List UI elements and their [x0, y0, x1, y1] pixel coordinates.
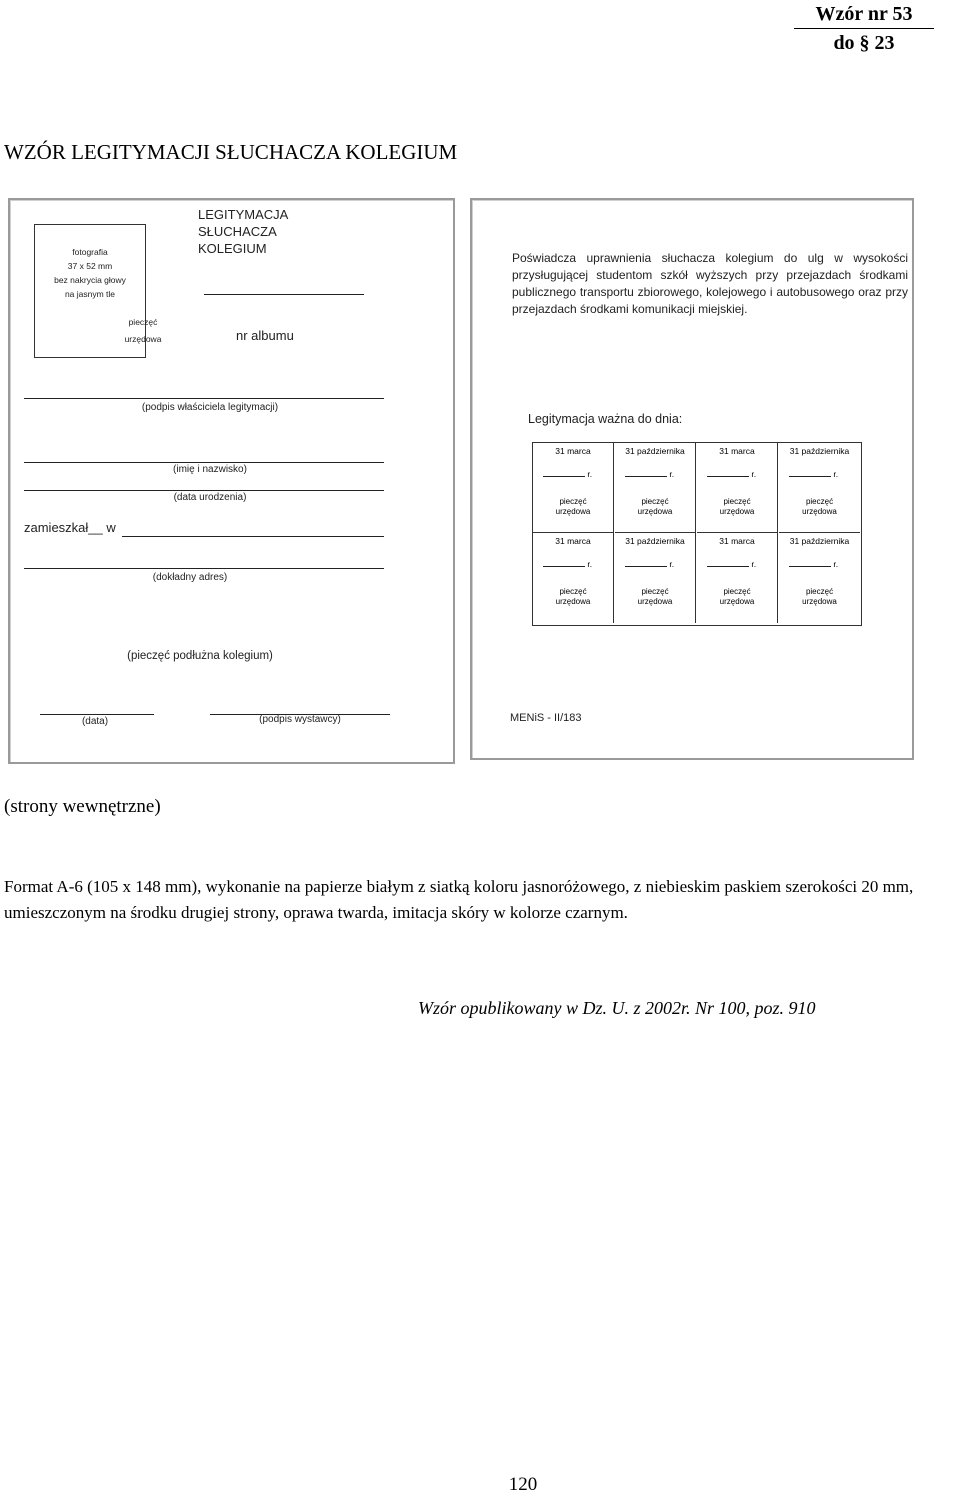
cell-year-suffix: r.: [833, 469, 839, 479]
cell-stamp: pieczęć urzędowa: [637, 587, 673, 606]
form-code: MENiS - II/183: [510, 712, 582, 724]
header-line-1: Wzór nr 53: [794, 0, 934, 29]
validity-cell: [779, 443, 860, 533]
cell-stamp: pieczęć urzędowa: [802, 497, 837, 516]
address-line: [24, 568, 384, 569]
cell-year-row: [543, 469, 605, 479]
official-stamp-label: [108, 314, 178, 348]
cell-stamp: pieczęć urzędowa: [555, 497, 591, 516]
cell-year-row: [789, 559, 852, 569]
residence-label: zamieszkał__ w: [24, 520, 116, 535]
photo-line-2: 37 x 52 mm: [67, 261, 113, 271]
issuer-caption: (podpis wystawcy): [259, 714, 341, 725]
cell-year-row: [707, 469, 769, 479]
card-heading-line-3: KOLEGIUM: [198, 241, 267, 256]
cell-stamp: pieczęć urzędowa: [719, 497, 755, 516]
publication-note: Wzór opublikowany w Dz. U. z 2002r. Nr 100, poz. 910: [418, 998, 816, 1018]
id-right-page: [470, 198, 914, 760]
album-number-label: nr albumu: [236, 328, 294, 343]
cell-year-suffix: r.: [751, 469, 757, 479]
validity-cell: [779, 533, 860, 623]
cell-date: 31 października: [789, 446, 850, 456]
entitlement-statement: Poświadcza uprawnienia słuchacza kolegium do ulg w wysokości przysługującej studentom szkół wyższych przy przejazdach środkami publicznego transportu zbiorowego, kolejowego i autobusowego oraz przy przejazdach środkami komunikacji miejskiej.: [512, 251, 908, 316]
birth-date-line: [24, 490, 384, 491]
cell-year-row: [543, 559, 605, 569]
cell-year-row: [789, 469, 852, 479]
validity-label: Legitymacja ważna do dnia:: [528, 412, 683, 426]
caption-inner-pages: (strony wewnętrzne): [4, 796, 161, 817]
cell-date: 31 października: [625, 536, 685, 546]
page-title: WZÓR LEGITYMACJI SŁUCHACZA KOLEGIUM: [4, 140, 458, 164]
stamp-line-2: urzędowa: [124, 334, 162, 344]
cell-stamp: pieczęć urzędowa: [719, 587, 755, 606]
id-left-page: [8, 198, 455, 764]
validity-cell: [697, 443, 778, 533]
cell-year-row: [625, 559, 687, 569]
name-caption: (imię i nazwisko): [173, 464, 247, 475]
card-heading-line-2: SŁUCHACZA: [198, 224, 277, 239]
cell-date: 31 marca: [555, 536, 591, 546]
date-caption: (data): [81, 716, 109, 727]
validity-cell: [615, 533, 696, 623]
signature-line: [24, 398, 384, 399]
validity-cell: [533, 443, 614, 533]
cell-year-row: [625, 469, 687, 479]
photo-line-1: fotografia: [72, 247, 108, 257]
validity-grid: [532, 442, 862, 626]
cell-date: 31 marca: [555, 446, 591, 456]
date-line: [40, 714, 154, 715]
album-number-line: [204, 294, 364, 295]
stamp-line-1: pieczęć: [128, 317, 158, 327]
name-line: [24, 462, 384, 463]
cell-date: 31 października: [625, 446, 685, 456]
photo-line-3: bez nakrycia głowy: [54, 275, 126, 285]
cell-year-suffix: r.: [833, 559, 839, 569]
address-caption: (dokładny adres): [152, 572, 228, 583]
card-heading: [198, 206, 288, 257]
residence-line: [122, 536, 384, 537]
cell-date: 31 października: [789, 536, 850, 546]
card-heading-line-1: LEGITYMACJA: [198, 207, 289, 222]
page-number: 120: [508, 1474, 538, 1495]
validity-cell: [615, 443, 696, 533]
cell-year-suffix: r.: [587, 469, 593, 479]
header-reference: [794, 0, 934, 57]
photo-line-4: na jasnym tle: [64, 289, 116, 299]
cell-year-suffix: r.: [669, 469, 675, 479]
cell-date: 31 marca: [719, 446, 755, 456]
validity-cell: [533, 533, 614, 623]
birth-date-caption: (data urodzenia): [173, 492, 247, 503]
cell-year-suffix: r.: [669, 559, 675, 569]
cell-stamp: pieczęć urzędowa: [637, 497, 673, 516]
cell-year-row: [707, 559, 769, 569]
format-description: Format A-6 (105 x 148 mm), wykonanie na papierze białym z siatką koloru jasnoróżowego, z niebieskim paskiem szerokości 20 mm, umieszczonym na środku drugiej strony, oprawa twarda, imitacja skóry w kolorze czarnym.: [4, 877, 914, 922]
validity-cell: [697, 533, 778, 623]
cell-date: 31 marca: [719, 536, 755, 546]
header-line-2: do § 23: [833, 32, 895, 54]
cell-year-suffix: r.: [587, 559, 593, 569]
cell-year-suffix: r.: [751, 559, 757, 569]
cell-stamp: pieczęć urzędowa: [802, 587, 837, 606]
cell-stamp: pieczęć urzędowa: [555, 587, 591, 606]
college-stamp-caption: (pieczęć podłużna kolegium): [127, 650, 273, 662]
signature-caption: (podpis właściciela legitymacji): [141, 402, 279, 413]
